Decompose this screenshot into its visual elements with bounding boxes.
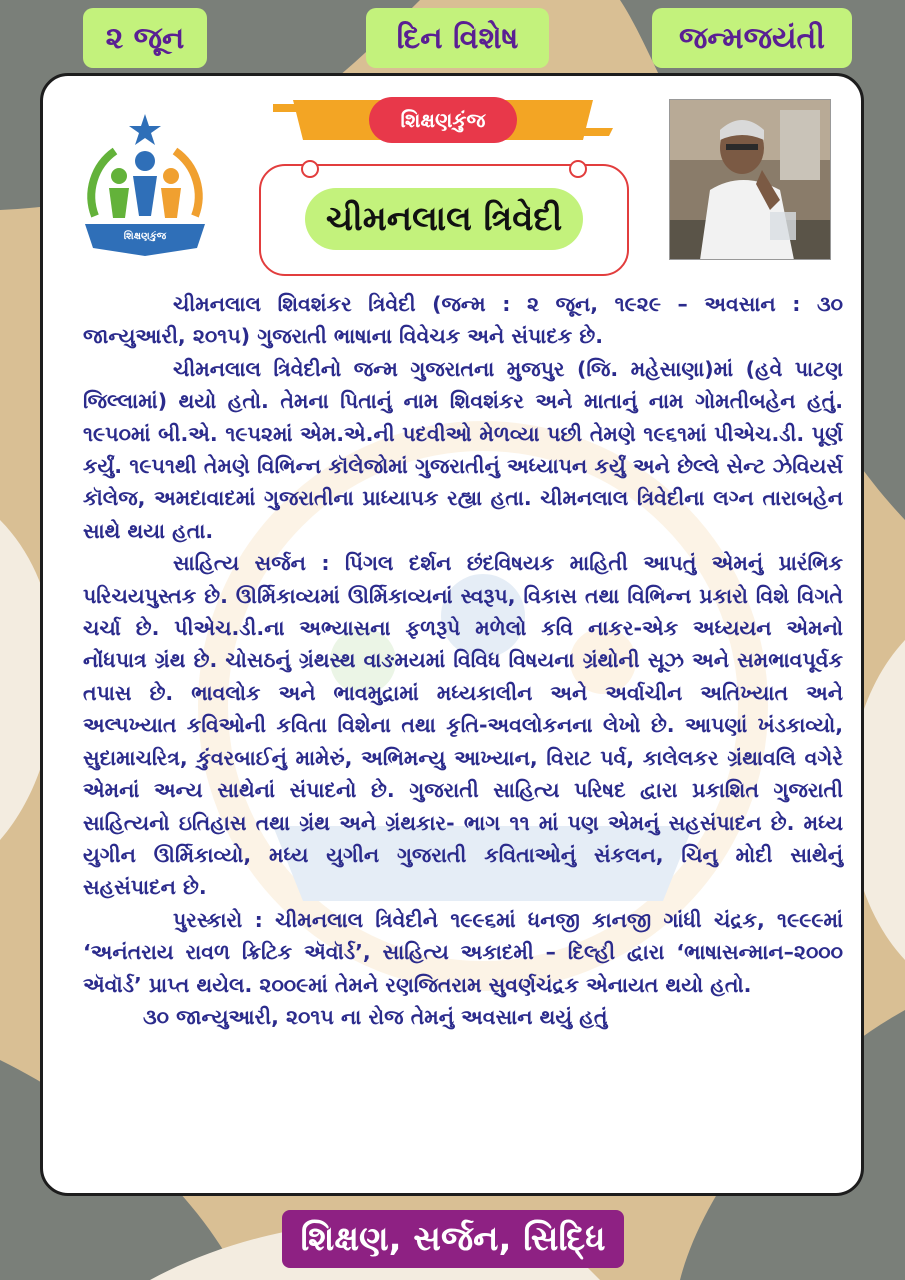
portrait-photo [669,99,831,260]
paragraph-awards: પુરસ્કારો : ચીમનલાલ ત્રિવેદીને ૧૯૯૬માં ધનજી કાનજી ગાંધી ચંદ્રક, ૧૯૯૯માં ‘અનંતરાય રાવળ ક્રિટિક ઍવૉર્ડ’, સાહિત્ય અકાદમી – દિલ્હી દ્વારા ‘ભાષાસન્માન–૨૦૦૦ ઍવૉર્ડ’ પ્રાપ્ત થયેલ. ૨૦૦૯માં તેમને રણજિતરામ સુવર્ણચંદ્રક એનાયત થયો હતો. [83,907,843,997]
frame-notch [569,160,587,178]
content-card [40,73,864,1196]
article-body [83,288,843,1033]
footer-motto: શિક્ષણ, સર્જન, સિદ્ધિ [282,1210,624,1268]
portrait-illustration [670,100,831,260]
paragraph-biography: ચીમનલાલ ત્રિવેદીનો જન્મ ગુજરાતના મુજપુર (જિ. મહેસાણા)માં (હવે પાટણ જિલ્લામાં) થયો હતો. તેમના પિતાનું નામ શિવશંકર અને માતાનું નામ ગોમતીબહેન હતું. ૧૯૫૦માં બી.એ. ૧૯૫૨માં એમ.એ.ની પદવીઓ મેળવ્યા પછી તેમણે ૧૯૬૧માં પીએચ.ડી. પૂર્ણ કર્યું. ૧૯૫૧થી તેમણે વિભિન્ન કૉલેજોમાં ગુજરાતીનું અધ્યાપન કર્યું અને છેલ્લે સેન્ટ ઝેવિયર્સ કૉલેજ, અમદાવાદમાં ગુજરાતીના પ્રાધ્યાપક રહ્યા હતા. ચીમનલાલ ત્રિવેદીના લગ્ન તારાબહેન સાથે થયા હતા. [83,356,843,543]
name-frame [259,164,629,276]
logo-text: શિક્ષણકુંજ [123,231,167,242]
frame-notch [301,160,319,178]
shikshankunj-logo [75,106,215,266]
section-title-badge: દિન વિશેષ [366,8,549,68]
brand-banner [273,90,613,150]
paragraph-intro: ચીમનલાલ શિવશંકર ત્રિવેદી (જન્મ : ૨ જૂન, ૧૯૨૯ – અવસાન : ૩૦ જાન્યુઆરી, ૨૦૧૫) ગુજરાતી ભાષાના વિવેચક અને સંપાદક છે. [83,292,843,349]
paragraph-death: ૩૦ જાન્યુઆરી, ૨૦૧૫ ના રોજ તેમનું અવસાન થયું હતું [143,1004,608,1029]
date-badge: ૨ જૂન [83,8,207,68]
person-name: ચીમનલાલ ત્રિવેદી [305,188,583,250]
brand-label: શિક્ષણકુંજ [369,97,517,143]
occasion-badge: જન્મજયંતી [652,8,852,68]
paragraph-literary-works: સાહિત્ય સર્જન : પિંગલ દર્શન છંદવિષયક માહિતી આપતું એમનું પ્રારંભિક પરિચયપુસ્તક છે. ઊર્મિકાવ્યમાં ઊર્મિકાવ્યનાં સ્વરૂપ, વિકાસ તથા વિભિન્ન પ્રકારો વિશે વિગતે ચર્ચા છે. પીએચ.ડી.ના અભ્યાસના ફળરૂપે મળેલો કવિ નાકર-એક અધ્યયન એમનો નોંધપાત્ર ગ્રંથ છે. ચોસઠનું ગ્રંથસ્થ વાઙમયમાં વિવિધ વિષયના ગ્રંથોની સૂઝ અને સમભાવપૂર્વક તપાસ છે. ભાવલોક અને ભાવમુદ્રામાં મધ્યકાલીન અને અર્વાચીન અતિખ્યાત અને અલ્પખ્યાત કવિઓની કવિતા વિશેના તથા કૃતિ-અવલોકનના લેખો છે. આપણાં ખંડકાવ્યો, સુદામાચરિત્ર, કુંવરબાઈનું મામેરું, અભિમન્યુ આખ્યાન, વિરાટ પર્વ, કાલેલકર ગ્રંથાવલિ વગેરે એમનાં અન્ય સાથેનાં સંપાદનો છે. ગુજરાતી સાહિત્ય પરિષદ દ્વારા પ્રકાશિત ગુજરાતી સાહિત્યનો ઇતિહાસ તથા ગ્રંથ અને ગ્રંથકાર- ભાગ ૧૧ માં પણ એમનું સહસંપાદન છે. મધ્ય યુગીન ઊર્મિકાવ્યો, મધ્ય યુગીન ગુજરાતી કવિતાઓનું સંકલન, ચિનુ મોદી સાથેનું સહસંપાદન છે. [83,551,843,900]
